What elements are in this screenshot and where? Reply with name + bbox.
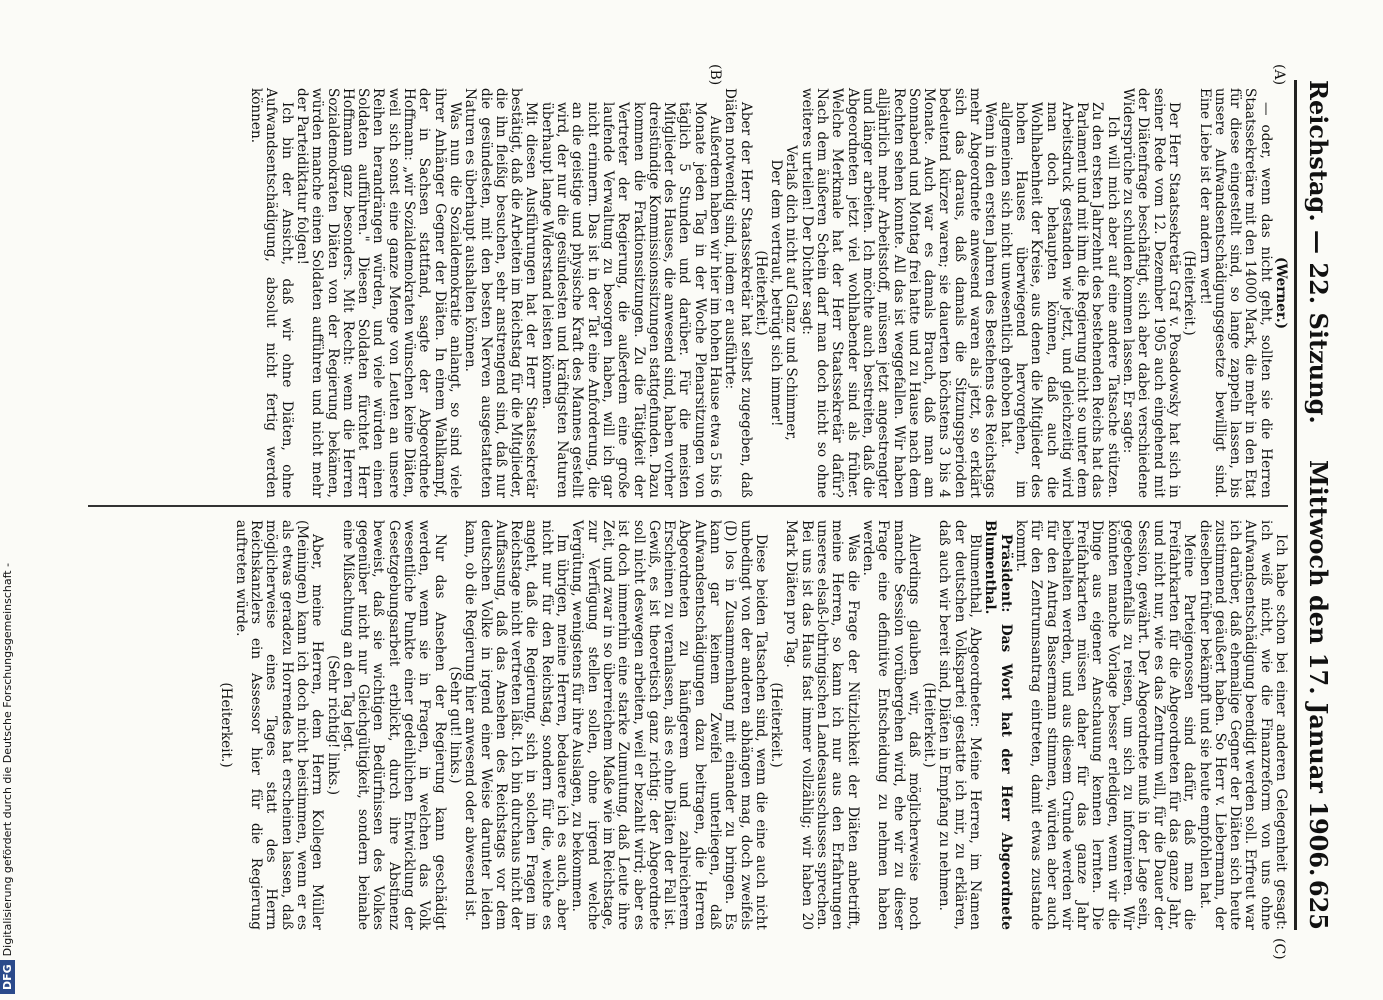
interjection: (Heiterkeit.)	[1181, 250, 1198, 336]
quotation: Ich will mich aber auf eine andere Tatsache stützen. Zu den ersten Jahrzehnt des bestehenden Reichs hat das Parlament und mit ihm die Regierung nicht so unter dem Arbeitsdruck gestanden wie jetzt, und gleichzeitig wird man doch behaupten können, daß auch die Wohlhabenheit der Kreise, aus denen die Mitglieder des hohen Hauses überwiegend hervorgehen, im allgemeinen sich nicht unwesentlich gehoben hat.	[997, 102, 1121, 498]
paragraph: Im übrigen, meine Herren, bedauere ich es auch, aber nicht nur für den Reichstag, sondern für die, welche es angeht, daß die Regierung, sich in solchen Fragen im Reichstage nicht vertreten läßt. Ich bin durchaus nicht der Auffassung, daß das Ansehen des Reichstags vor dem deutschen Volke in irgend einer Weise darunter leiden kann, ob die Regierung hier anwesend oder abwesend ist.	[462, 520, 571, 930]
paragraph: Nur das Ansehen der Regierung kann geschädigt werden, wenn sie in Fragen, in welchen das Volk wesentliche Punkte einer gedeihlichen Entwicklung der Gesetzgebungsarbeit erblickt, durch ihre Abstinenz beweist, daß sie wichtigen Bedürfnissen des Volkes gegenüber nicht nur Gleichgültigkeit, sondern beinahe eine Mißachtung an den Tag legt.	[339, 520, 448, 930]
margin-marker-c: (C)	[1271, 938, 1287, 960]
speaker-label: (Werner.)	[1273, 256, 1289, 329]
page-header	[1303, 80, 1333, 930]
verse-line: Der dem vertraut, betrügt sich immer!	[768, 159, 785, 427]
paragraph: Aber, meine Herren, dem Herrn Kollegen Müller (Meiningen) kann ich doch nicht beistimmen, wenn er es als etwas geradezu Horrendes hat erscheinen lassen, daß möglicherweise eines Tages statt des Herrn Reichskanzlers ein Assessor hier für die Regierung auftreten würde.	[232, 520, 326, 930]
interjection: (Heiterkeit.)	[768, 682, 785, 768]
header-date: Mittwoch den 17. Januar 1906.	[1304, 460, 1333, 877]
margin-marker-a: (A)	[1271, 64, 1287, 86]
digitization-footer	[0, 0, 22, 1000]
paragraph: Diese beiden Tatsachen sind, wenn die eine auch nicht unbedingt von der anderen abhängen mag, doch zweifels (D) los in Zusammenhang mit einander zu bringen. Es kann gar keinem Zweifel unterliegen, daß Aufwandsentschädigungen dazu beitragen, die Herren Abgeordneten zu häufigerem und zahlreicherem Erscheinen zu veranlassen, als es ohne Diäten der Fall ist. Gewiß, es ist theoretisch ganz richtig: der Abgeordnete soll nicht deswegen arbeiten, weil er bezahlt wird; aber es ist doch immerhin eine starke Zumutung, daß Leute ihre Zeit, und zwar in so überreichem Maße wie im Reichstage, zur Verfügung stellen sollen, ohne irgend welche Vergütung, wenigstens für ihre Auslagen, zu bekommen.	[569, 520, 769, 930]
quotation: Außerdem haben wir hier im hohen Hause etwa 5 bis 6 Monate jeden Tag in der Woche Plenarsitzungen von täglich 5 Stunden und darüber. Für die meisten Mitglieder des Hauses, die anwesend sind, haben vorher dreistündige Kommissionssitzungen stattgefunden. Dazu kommen die Fraktionssitzungen. Zu die Tätigkeit der Vertreter der Regierung, die außerdem eine große laufende Verwaltung zu besorgen haben, will ich gar nicht erinnern. Das ist in der Tat eine Anforderung, die an die geistige und physische Kraft des Mannes gestellt wird, der nur die gesündesten und kräftigsten Naturen überhaupt lange Widerstand leisten können.	[538, 102, 724, 498]
paragraph: Ich habe schon bei einer anderen Gelegenheit gesagt: ich weiß nicht, wie die Finanzreform von uns ohne Aufwandsentschädigung beendigt werden soll. Erfreut war ich darüber, daß ehemalige Gegner der Diäten sich heute zustimmend geäußert haben. So Herr v. Liebermann, der dieselben früher bekämpft und sie heute empfohlen hat.	[1196, 520, 1289, 930]
paragraph: Aber der Herr Staatssekretär hat selbst zugegeben, daß Diäten notwendig sind, indem er ausführte:	[722, 88, 754, 498]
paragraph: Blumenthal, Abgeordneter: Meine Herren, im Namen der deutschen Volkspartei gestatte ich mir, zu erklären, daß auch wir bereit sind, Diäten in Empfang zu nehmen.	[936, 520, 984, 930]
interjection: (Heiterkeit.)	[752, 250, 769, 336]
paragraph: Wenn in den ersten Jahren des Bestehens des Reichstags mehr Abgeordnete anwesend waren als jetzt, so erklärt sich das daraus, daß damals die Sitzungsperioden bedeutend kürzer waren; sie dauerten höchstens 3 bis 4 Monate. Auch war es damals Brauch, daß man am Sonnabend und Montag frei hatte und zu Hause nach dem Rechten sehen konnte. All das ist weggefallen. Wir haben alljährlich mehr Arbeitsstoff, müssen jetzt angestrengter und länger arbeiten. Ich möchte auch bestreiten, daß die Abgeordneten jetzt viel wohlhabender sind als früher. Welche Merkmale hat der Herr Staatssekretär dafür? Nach dem äußeren Schein darf man doch nicht so ohne weiteres urteilen! Der Dichter sagt:	[798, 88, 999, 498]
verse-line: Verlaß dich nicht auf Glanz und Schimmer,	[783, 145, 800, 441]
paragraph: Ich bin der Ansicht, daß wir ohne Diäten, ohne Aufwandsentschädigung, absolut nicht fertig werden können.	[248, 88, 295, 498]
paragraph: Was nun die Sozialdemokratie anlangt, so sind viele ihrer Anhänger Gegner der Diäten. In einem Wahlkampf, der in Sachsen stattfand, sagte der Abgeordnete Hoffmann: „wir Sozialdemokraten wünschen keine Diäten, weil sich sonst eine ganze Menge von Leuten an unsere Reihen herandrängen würden, und viele würden einen Soldaten aufführen." Diesen Soldaten fürchtet Herr Hoffmann ganz besonders. Mit Recht: wenn die Herren Sozialdemokraten Diäten von der Regierung bekämen, würden manche einen Soldaten aufführen und nicht mehr der Parteidiktatur folgen!	[294, 88, 463, 498]
header-rule	[1294, 80, 1297, 930]
interjection: (Heiterkeit.)	[921, 682, 938, 768]
paragraph: Allerdings glauben wir, daß möglicherweise noch manche Session vorübergehen wird, ehe wir zu dieser Frage eine definitive Entscheidung zu nehmen haben werden.	[859, 520, 922, 930]
president-statement: Präsident: Das Wort hat der Herr Abgeordnete Blumenthal.	[982, 520, 1014, 930]
paragraph: — oder, wenn das nicht geht, sollten sie die Herren Staatssekretäre mit den 14000 Mark, die mehr in den Etat für diese eingestellt sind, so lange zappeln lassen, bis unsere Aufwandsentschädigungsgesetze bewilligt sind. Eine Liebe ist der andern wert!	[1196, 88, 1274, 498]
footer-text: Digitalisierung gefördert durch die Deutsche Forschungsgemeinschaft -	[1, 562, 14, 957]
margin-marker-b: (B)	[707, 64, 723, 86]
paragraph: Meine Parteigenossen sind dafür, daß man die Freifahrkarten für die Abgeordneten für das ganze Jahr, und nicht nur, wie es das Zentrum will, für die Dauer der Session, gewährt. Der Abgeordnete muß in der Lage sein, gegebenenfalls zu reisen, um sich zu informieren. Wir könnten manche Vorlage besser erledigen, wenn wir die Dinge aus eigener Anschauung kennen lernten. Die Freifahrkarten müssen daher für das ganze Jahr beibehalten werden, und aus diesem Grunde werden wir für den Antrag Bassermann stimmen, würden aber auch für den Zentrumsantrag eintreten, damit etwas zustande kommt.	[1012, 520, 1198, 930]
interjection: (Sehr gut! links.)	[446, 666, 463, 784]
left-column	[248, 88, 1288, 498]
paragraph: Mit diesen Ausführungen hat der Herr Staatssekretär bestätigt, daß die Arbeiten im Reichstag für die Mitglieder, die ihn fleißig besuchen, sehr anstrengend sind, daß nur die gesündesten, mit den besten Nerven ausgestatteten Naturen es überhaupt aushalten können.	[462, 88, 540, 498]
paragraph: Was die Frage der Nützlichkeit der Diäten anbetrifft, meine Herren, so kann ich nur aus den Erfahrungen unseres elsaß-lothringischen Landesausschusses sprechen. Bei uns ist das Haus fast immer vollzählig; wir haben 20 Mark Diäten pro Tag.	[783, 520, 861, 930]
paragraph: Der Herr Staatssekretär Graf v. Posadowsky hat sich in seiner Rede vom 12. Dezember 1905 auch eingehend mit der Diätenfrage beschäftigt, sich aber dabei verschiedene Widersprüche zu schulden kommen lassen. Er sagte:	[1120, 88, 1182, 498]
page-number: 625	[1304, 879, 1333, 930]
dfg-logo: DFG	[0, 960, 15, 994]
right-column	[217, 520, 1288, 930]
header-session: Reichstag. — 22. Sitzung.	[1304, 80, 1333, 424]
column-divider	[88, 505, 1288, 507]
interjection: (Heiterkeit.)	[217, 682, 234, 768]
interjection: (Sehr richtig! links.)	[324, 654, 341, 796]
